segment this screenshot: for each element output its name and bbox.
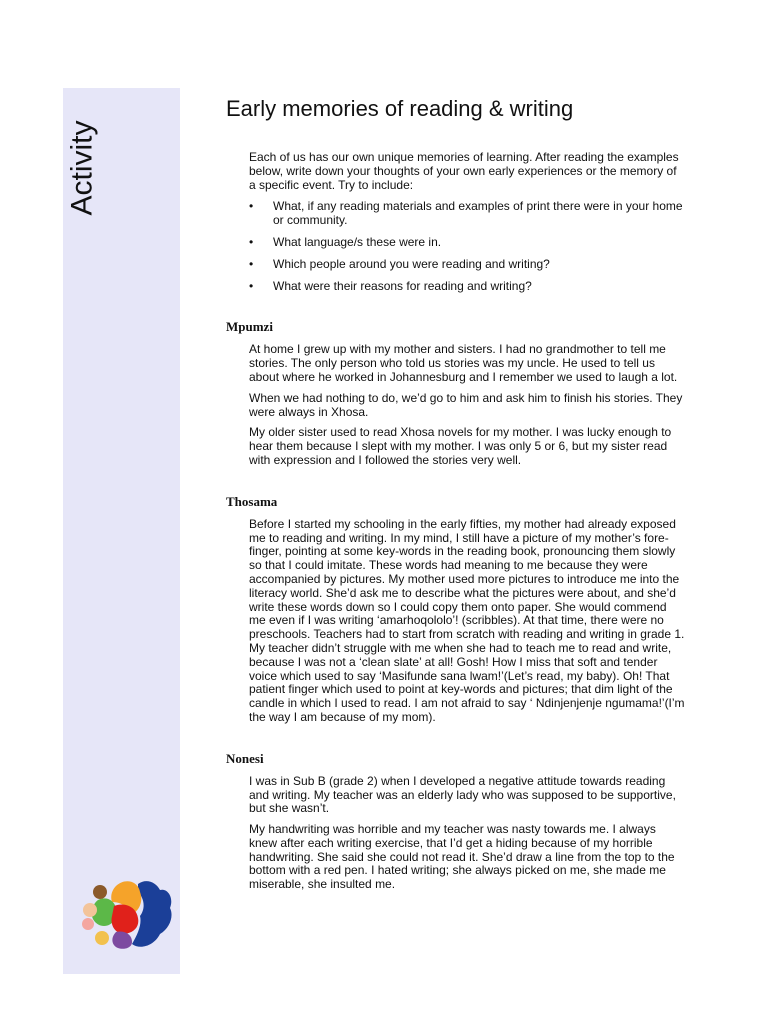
people-logo-icon	[76, 876, 176, 952]
story-paragraph: I was in Sub B (grade 2) when I developed a negative attitude towards reading and writing. My teacher was an elderly lady who was supposed to be supportive, but she wasn’t.	[249, 773, 676, 816]
activity-label: Activity	[65, 120, 99, 216]
main-content	[226, 151, 686, 899]
list-item: • What, if any reading materials and examples of print there were in your home or community.	[249, 200, 686, 228]
list-item: • What language/s these were in.	[249, 236, 686, 250]
logo-head-yellow	[95, 931, 109, 945]
list-item: • What were their reasons for reading and writing?	[249, 280, 686, 294]
list-item: • Which people around you were reading and writing?	[249, 258, 686, 272]
prompt-list	[249, 200, 686, 293]
story-paragraph: When we had nothing to do, we’d go to him and ask him to finish his stories. They were always in Xhosa.	[249, 390, 683, 419]
story-paragraph: My older sister used to read Xhosa novels for my mother. I was lucky enough to hear them because I slept with my mother. I was only 5 or 6, but my sister read with expression and I followed the stories very well.	[249, 425, 672, 467]
section-heading-thosama: Thosama	[226, 493, 278, 509]
section-heading-nonesi: Nonesi	[226, 750, 264, 766]
section-heading-mpumzi: Mpumzi	[226, 319, 273, 335]
sidebar-label	[62, 118, 102, 218]
logo-purple-figure	[112, 931, 132, 948]
sidebar-panel	[63, 88, 180, 974]
intro-paragraph: Each of us has our own unique memories of learning. After reading the examples below, write down your thoughts of your own early experiences or the memory of a specific event. Try to include:	[249, 150, 679, 192]
story-paragraph: At home I grew up with my mother and sisters. I had no grandmother to tell me stories. The only person who told us stories was my uncle. He used to tell us about where he worked in Johannesburg and I remember we used to laugh a lot.	[249, 342, 678, 384]
page-title: Early memories of reading & writing	[226, 96, 574, 121]
logo-head-peach	[83, 903, 97, 917]
story-paragraph: My handwriting was horrible and my teacher was nasty towards me. I always knew after each writing exercise, that I’d get a hiding because of my horrible handwriting. She said she could not read it. She’d draw a line from the top to the bottom with a red pen. I hated writing; she always picked on me, she made me miserable, she insulted me.	[249, 822, 675, 892]
story-paragraph: Before I started my schooling in the early fifties, my mother had already exposed me to reading and writing. In my mind, I still have a picture of my mother’s fore-finger, pointing at some key-words in the reading book, pronouncing them slowly so that I could imitate. These words had meaning to me because they were accompanied by pictures. My mother used more pictures to introduce me into the literacy world. She’d ask me to describe what the pictures were about, and she’d write these words down so I could copy them onto paper. She would commend me even if I was writing ‘amarhoqololo’! (scribbles). At that time, there were no preschools. Teachers had to start from scratch with reading and writing in grade 1. My teacher didn’t struggle with me when she had to teach me to read and write, because I was not a ‘clean slate’ at all! Gosh! How I miss that soft and tender voice which used to say ‘Masifunde sana lwam!’(Let’s read, my baby). Oh! That patient finger which used to point at key-words and pictures; that dim light of the candle in which I used to read. I am not afraid to say ‘ Ndinjenjenje ngumama!’(I’m the way I am because of my mom).	[249, 516, 685, 724]
logo-head-pink	[82, 918, 94, 930]
logo-head-brown	[93, 885, 107, 899]
